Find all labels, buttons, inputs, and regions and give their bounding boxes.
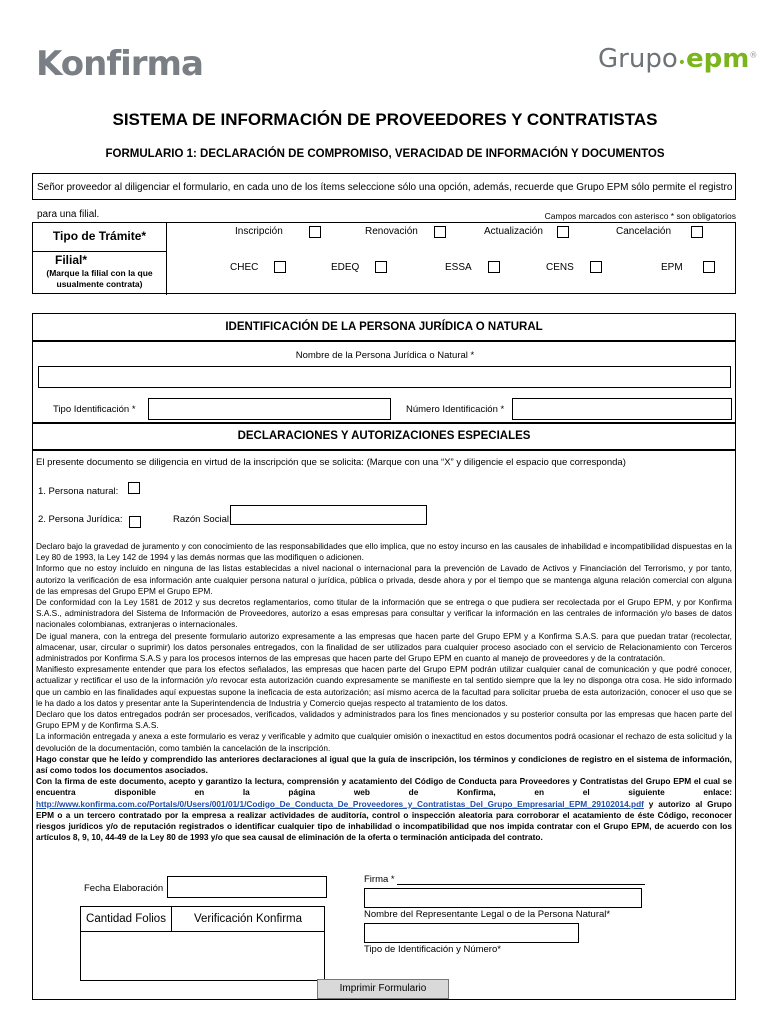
checkbox-cens[interactable] (590, 261, 602, 273)
option-cancelacion-label: Cancelación (616, 226, 672, 237)
verificacion-box (171, 906, 325, 932)
persona-natural-label: 1. Persona natural: (38, 486, 119, 497)
option-cens-label: CENS (546, 262, 574, 273)
legal-paragraph-bold: Hago constar que he leído y comprendido las anteriores declaraciones al igual que la guía de inscripción, los términos y condiciones de registro en el sistema de información, así como todos los documentos asociados. (36, 753, 732, 776)
legal-paragraph: Declaro que los datos entregados podrán ser procesados, verificados, validados y administrados para los fines mencionados y su posterior consulta por las empresas que hacen parte del Grupo EPM y de Konfirma S.A.S. (36, 709, 732, 731)
tramite-label: Tipo de Trámite* (52, 229, 147, 243)
verificacion-label: Verificación Konfirma (193, 913, 303, 925)
legal-paragraph: La información entregada y anexa a este formulario es veraz y verificable y admito que cualquier omisión o inexactitud en estos documentos podrá ocasionar el rechazo de esta solicitud y la devolución de la documentación, como también la cancelación de la inscripción. (36, 731, 732, 753)
code-of-conduct-link[interactable]: http://www.konfirma.com.co/Portals/0/Users/001/01/1/Codigo_De_Conducta_De_Proveedores_y_Contratistas_Del_Grupo_Empresarial_EPM_29102014.pdf (36, 798, 644, 809)
tipo-id-label: Tipo Identificación * (53, 404, 136, 415)
page-title: SISTEMA DE INFORMACIÓN DE PROVEEDORES Y CONTRATISTAS (112, 110, 658, 129)
checkbox-inscripcion[interactable] (309, 226, 321, 238)
legal-paragraph: Declaro bajo la gravedad de juramento y con conocimiento de las responsabilidades que ello implica, que no estoy incurso en las causales de inhabilidad e incompatibilidad dispuestas en la Ley 80 de 1993, la Ley 142 de 1994 y las demás normas que las modifiquen o adicionen. (36, 541, 732, 563)
checkbox-epm[interactable] (703, 261, 715, 273)
folios-verificacion-area[interactable] (80, 931, 325, 981)
option-edeq-label: EDEQ (331, 262, 360, 273)
checkbox-essa[interactable] (488, 261, 500, 273)
epm-logo-text: epm (686, 44, 750, 74)
checkbox-chec[interactable] (274, 261, 286, 273)
legal-paragraph: De igual manera, con la entrega del presente formulario autorizo expresamente a las empresas que hacen parte del Grupo EPM y a Konfirma S.A.S. para que puedan tratar (recolectar, almacenar, usar, circular o suprimir) los datos personales entregados, con la finalidad de ser utilizados para cualquier proceso asociado con el servicio de Relacionamiento con Terceros administrados por Konfirma S.A.S y para los procesos internos de las empresas que hacen parte del Grupo EPM en cuanto al manejo de proveedores y de la contratación. (36, 630, 732, 664)
print-form-button[interactable]: Imprimir Formulario (317, 979, 449, 999)
fecha-input[interactable] (167, 876, 327, 898)
checkbox-cancelacion[interactable] (691, 226, 703, 238)
option-essa-label: ESSA (445, 262, 472, 273)
konfirma-logo-text: Konfirma (36, 44, 203, 84)
checkbox-persona-natural[interactable] (128, 482, 140, 494)
option-actualizacion-label: Actualización (484, 226, 543, 237)
legal-declarations (36, 541, 732, 843)
razon-social-label: Razón Social: (173, 514, 232, 525)
checkbox-edeq[interactable] (375, 261, 387, 273)
legal-paragraph-code-of-conduct: Con la firma de este documento, acepto y garantizo la lectura, comprensión y acatamiento del Código de Conducta para Proveedores y Contratistas del Grupo EPM el cual se encuentra disponible en la página web de Konfirma, en el siguiente enlace: http://www.konfirma.com.co/Portals/0/Users/001/01/1/Codigo_De_Conducta_De_Proveedores_y_Contratistas_Del_Grupo_Empresarial_EPM_29102014.pdf y autorizo al Grupo EPM o a un tercero contratado por la empresa a realizar actividades de auditoría, control o inspección aleatoria para corroborar el acatamiento de éste Código, reconocer riesgos jurídicos y/o de reputación registrados o identificar cualquier tipo de inhabilidad o incompatibilidad que nos impida contratar con el Grupo EPM, de acuerdo con los artículos 8, 9, 10, 44-49 de la Ley 80 de 1993 y/o que sea causal de eliminación de la oferta o terminación anticipada del contrato. (36, 776, 732, 843)
folios-box (80, 906, 172, 932)
filial-label: Filial* (55, 253, 88, 267)
konfirma-logo (36, 44, 203, 84)
representante-input[interactable] (364, 923, 579, 943)
firma-line (397, 884, 645, 885)
firma-label: Firma * (364, 874, 395, 885)
legal-paragraph: De conformidad con la Ley 1581 de 2012 y sus decretos reglamentarios, como titular de la información que se entrega o que pudiera ser recolectada por el Grupo EPM, y por Konfirma S.A.S., administradora del Sistema de Información de Proveedores, autorizo a esas empresas para consultar y verificar la información en las centrales de información y/o bases de datos nacionales colombianas, extranjeras o internacionales. (36, 597, 732, 630)
identificacion-title: IDENTIFICACIÓN DE LA PERSONA JURÍDICA O NATURAL (225, 321, 543, 333)
option-epm-label: EPM (661, 262, 683, 273)
declaraciones-instruction: El presente documento se diligencia en virtud de la inscripción que se solicita: (Marque con una “X” y diligencie el espacio que corresponda) (36, 457, 626, 468)
grupo-logo-text: Grupo (598, 44, 678, 74)
checkbox-renovacion[interactable] (434, 226, 446, 238)
numero-id-input[interactable] (512, 398, 732, 420)
identificacion-header (32, 313, 736, 341)
numero-id-label: Número Identificación * (406, 404, 505, 415)
legal-paragraph: Informo que no estoy incluido en ninguna de las listas establecidas a nivel nacional o internacional para la prevención de Lavado de Activos y Financiación del Terrorismo, y por tanto, autorizo la verificación de esa información ante cualquier persona natural o jurídica, pública o privada, desde ahora y por el tiempo que se mantenga alguna relación comercial con alguna de las empresas del Grupo EPM el Grupo EPM. (36, 563, 732, 596)
intro-notice: Señor proveedor al diligenciar el formulario, en cada uno de los ítems seleccione sólo una opción, además, recuerde que Grupo EPM sólo permite el registro para una filial. (32, 173, 736, 200)
fecha-label: Fecha Elaboración (84, 883, 164, 894)
folios-label: Cantidad Folios (86, 913, 166, 925)
tipo-numero-label: Tipo de Identificación y Número* (364, 944, 501, 955)
legal-paragraph: Manifiesto expresamente entender que para los efectos señalados, las empresas que hacen parte del Grupo EPM podrán utilizar cualquier canal de comunicación y que podré conocer, actualizar y rectificar el uso de la información y/o revocar esta autorización cuando expresamente se manifieste en tal sentido siempre que la ley no disponga otra cosa. He sido informado que un cambio en las finalidades aquí expuestas supone la ineficacia de esta autorización; así mismo acerca de la facultad para solicitar prueba de esta autorización, conocer el uso que se le ha dado a los datos y presentar ante la Superintendencia de Industria y Comercio quejas respecto al tratamiento de los datos. (36, 664, 732, 708)
persona-juridica-label: 2. Persona Jurídica: (38, 514, 123, 525)
representante-label: Nombre del Representante Legal o de la Persona Natural* (364, 909, 611, 920)
option-renovacion-label: Renovación (365, 226, 418, 237)
option-chec-label: CHEC (230, 262, 259, 273)
checkbox-actualizacion[interactable] (557, 226, 569, 238)
declaraciones-header (32, 423, 736, 450)
tipo-id-input[interactable] (148, 398, 391, 420)
razon-social-input[interactable] (230, 505, 427, 525)
form-subtitle: FORMULARIO 1: DECLARACIÓN DE COMPROMISO, VERACIDAD DE INFORMACIÓN Y DOCUMENTOS (105, 148, 665, 160)
option-inscripcion-label: Inscripción (235, 226, 283, 237)
grupo-epm-logo: Grupo•epm® (598, 44, 758, 74)
firma-input[interactable] (364, 888, 642, 908)
filial-hint: (Marque la filial con la que usualmente contrata) (46, 268, 153, 289)
nombre-input[interactable] (38, 366, 731, 388)
nombre-label: Nombre de la Persona Jurídica o Natural * (295, 350, 475, 361)
required-fields-note: Campos marcados con asterisco * son obligatorios (544, 211, 736, 221)
declaraciones-title: DECLARACIONES Y AUTORIZACIONES ESPECIALES (237, 430, 531, 442)
checkbox-persona-juridica[interactable] (129, 516, 141, 528)
